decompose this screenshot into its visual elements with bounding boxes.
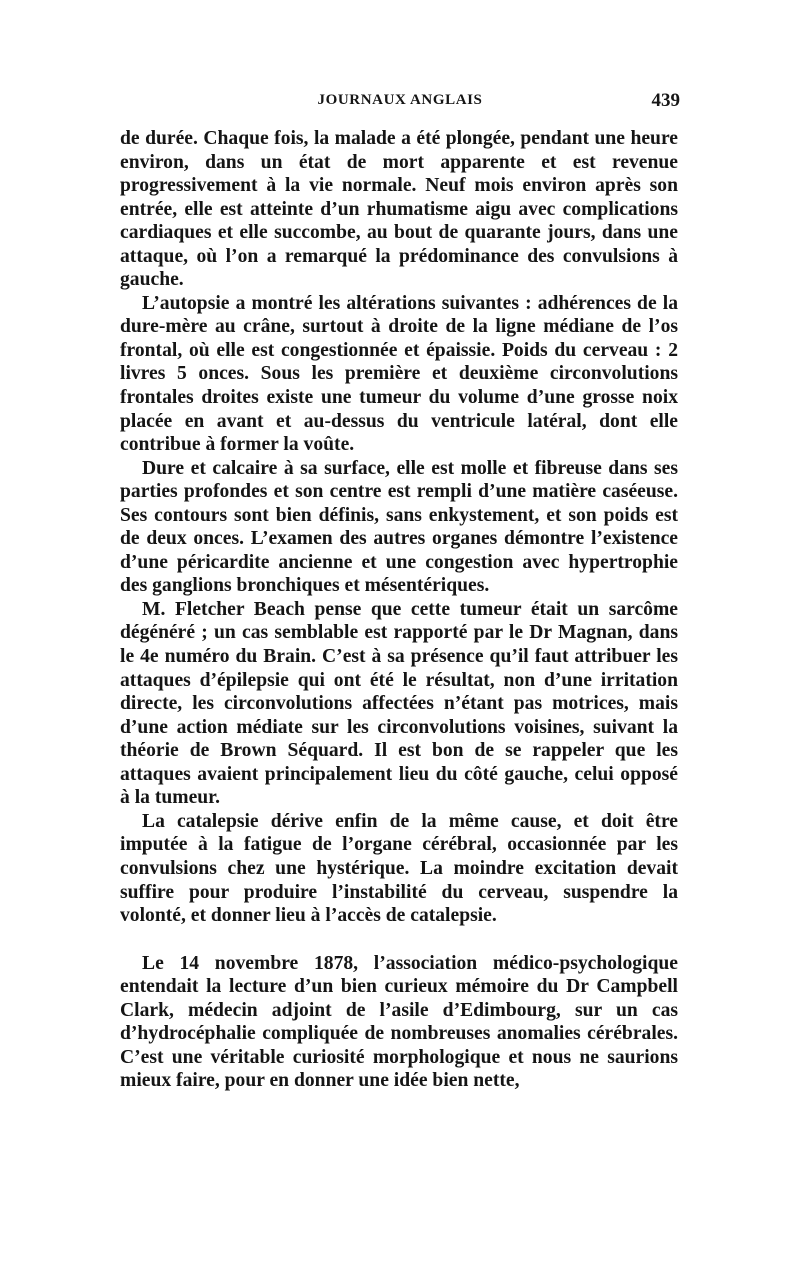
paragraph-continuation: de durée. Chaque fois, la malade a été plongée, pendant une heure environ, dans un état de mort apparente et est revenue progressivement à la vie normale. Neuf mois environ après son entrée, elle est atteinte d’un rhumatisme aigu avec complications cardiaques et elle succombe, au bout de quarante jours, dans une attaque, où l’on a remarqué la prédominance des convulsions à gauche. (120, 128, 678, 291)
paragraph-association-meeting: Le 14 novembre 1878, l’association médico-psychologique entendait la lecture d’un bien curieux mémoire du Dr Campbell Clark, médecin adjoint de l’asile d’Edimbourg, sur un cas d’hydrocéphalie compliquée de nombreuses anomalies cérébrales. C’est une véritable curiosité morphologique et nous ne saurions mieux faire, pour en donner une idée bien nette, (120, 952, 678, 1092)
running-title: JOURNAUX ANGLAIS (317, 92, 483, 108)
paragraph-autopsy: L’autopsie a montré les altérations suivantes : adhérences de la dure-mère au crâne, surtout à droite de la ligne médiane de l’os frontal, où elle est congestionnée et épaissie. Poids du cerveau : 2 livres 5 onces. Sous les première et deuxième circonvolutions frontales droites existe une tumeur du volume d’une grosse noix placée en avant et au-dessus du ventricule latéral, dont elle contribue à former la voûte. (120, 292, 678, 456)
running-head (120, 92, 680, 116)
paragraph-fletcher-beach: M. Fletcher Beach pense que cette tumeur était un sarcôme dégénéré ; un cas semblable est rapporté par le Dr Magnan, dans le 4e numéro du Brain. C’est à sa présence qu’il faut attribuer les attaques d’épilepsie qui ont été le résultat, non d’une irritation directe, les circonvolutions affectées n’étant pas motrices, mais d’une action médiate sur les circonvolutions voisines, suivant la théorie de Brown Séquard. Il est bon de se rappeler que les attaques avaient principalement lieu du côté gauche, celui opposé à la tumeur. (120, 598, 678, 809)
paragraph-catalepsy: La catalepsie dérive enfin de la même cause, et doit être imputée à la fatigue de l’organe cérébral, occasionnée par les convulsions chez une hystérique. La moindre excitation devait suffire pour produire l’instabilité du cerveau, suspendre la volonté, et donner lieu à l’accès de catalepsie. (120, 810, 678, 927)
paragraph-tumor-description: Dure et calcaire à sa surface, elle est molle et fibreuse dans ses parties profondes et son centre est rempli d’une matière caséeuse. Ses contours sont bien définis, sans enkystement, et son poids est de deux onces. L’examen des autres organes démontre l’existence d’une péricardite ancienne et une congestion avec hypertrophie des ganglions bronchiques et mésentériques. (120, 457, 678, 597)
page-number: 439 (651, 90, 680, 111)
body-text (120, 127, 678, 1093)
